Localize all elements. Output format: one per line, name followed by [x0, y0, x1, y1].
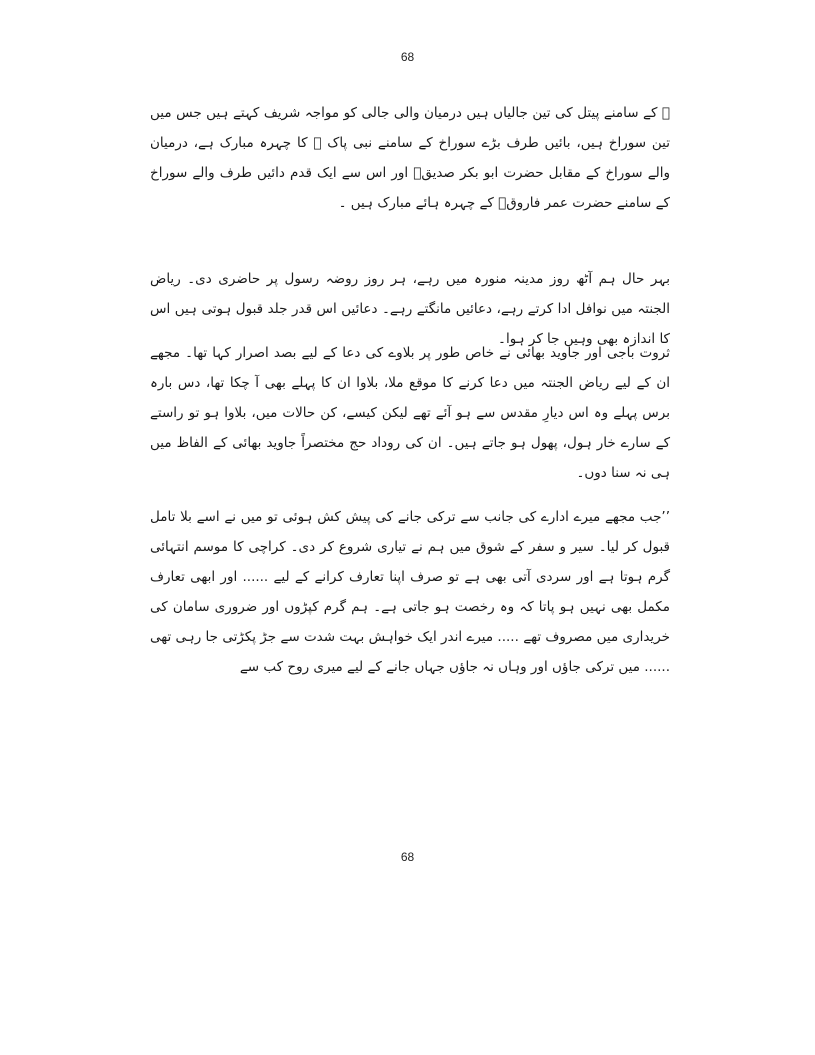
- page-number-top: 68: [400, 50, 415, 64]
- paragraph-3: ثروت باجی اور جاوید بھائی نے خاص طور پر بلاوے کی دعا کے لیے بصد اصرار کہا تھا۔ مجھے ان کے لیے ریاض الجنتہ میں دعا کرنے کا موقع ملا، بلاوا ان کا پہلے بھی آ چکا تھا، دس بارہ برس پہلے وہ اس دیارِ مقدس سے ہو آئے تھے لیکن کیسے، کن حالات میں، بلاوا ہو تو راستے کے سارے خار ہول، پھول ہو جاتے ہیں۔ ان کی روداد حج مختصراً جاوید بھائی کے الفاظ میں ہی نہ سنا دوں۔: [150, 345, 670, 481]
- paragraph-4: ’’جب مجھے میرے ادارے کی جانب سے ترکی جانے کی پیش کش ہوئی تو میں نے اسے بلا تامل قبول کر لیا۔ سیر و سفر کے شوق میں ہم نے تیاری شروع کر دی۔ کراچی کا موسم انتہائی گرم ہوتا ہے اور سردی آتی بھی ہے تو صرف اپنا تعارف کرانے کے لیے ...... اور ابھی تعارف مکمل بھی نہیں ہو پاتا کہ وہ رخصت ہو جاتی ہے۔ ہم گرم کپڑوں اور ضروری سامان کی خریداری میں مصروف تھے ..... میرے اندر ایک خواہش بہت شدت سے جڑ پکڑتی جا رہی تھی ...... میں ترکی جاؤں اور وہاں نہ جاؤں جہاں جانے کے لیے میری روح کب سے: [150, 509, 670, 675]
- paragraph-2: بہر حال ہم آٹھ روز مدینہ منورہ میں رہے، ہر روز روضہ رسول پر حاضری دی۔ ریاض الجنتہ میں نوافل ادا کرتے رہے، دعائیں مانگتے رہے۔ دعائیں اس قدر جلد قبول ہوتی ہیں اس کا اندازہ بھی وہیں جا کر ہوا۔: [150, 271, 670, 347]
- paragraph-1: ﷺ کے سامنے پیتل کی تین جالیاں ہیں درمیان والی جالی کو مواجہ شریف کہتے ہیں جس میں تین سوراخ ہیں، بائیں طرف بڑے سوراخ کے سامنے نبی پاک ﷺ کا چہرہ مبارک ہے، درمیان والے سوراخ کے مقابل حضرت ابو بکر صدیقؓ اور اس سے ایک قدم دائیں طرف والے سوراخ کے سامنے حضرت عمر فاروقؓ کے چہرہ ہائے مبارک ہیں ۔: [150, 105, 670, 211]
- page-number-bottom: 68: [400, 850, 415, 864]
